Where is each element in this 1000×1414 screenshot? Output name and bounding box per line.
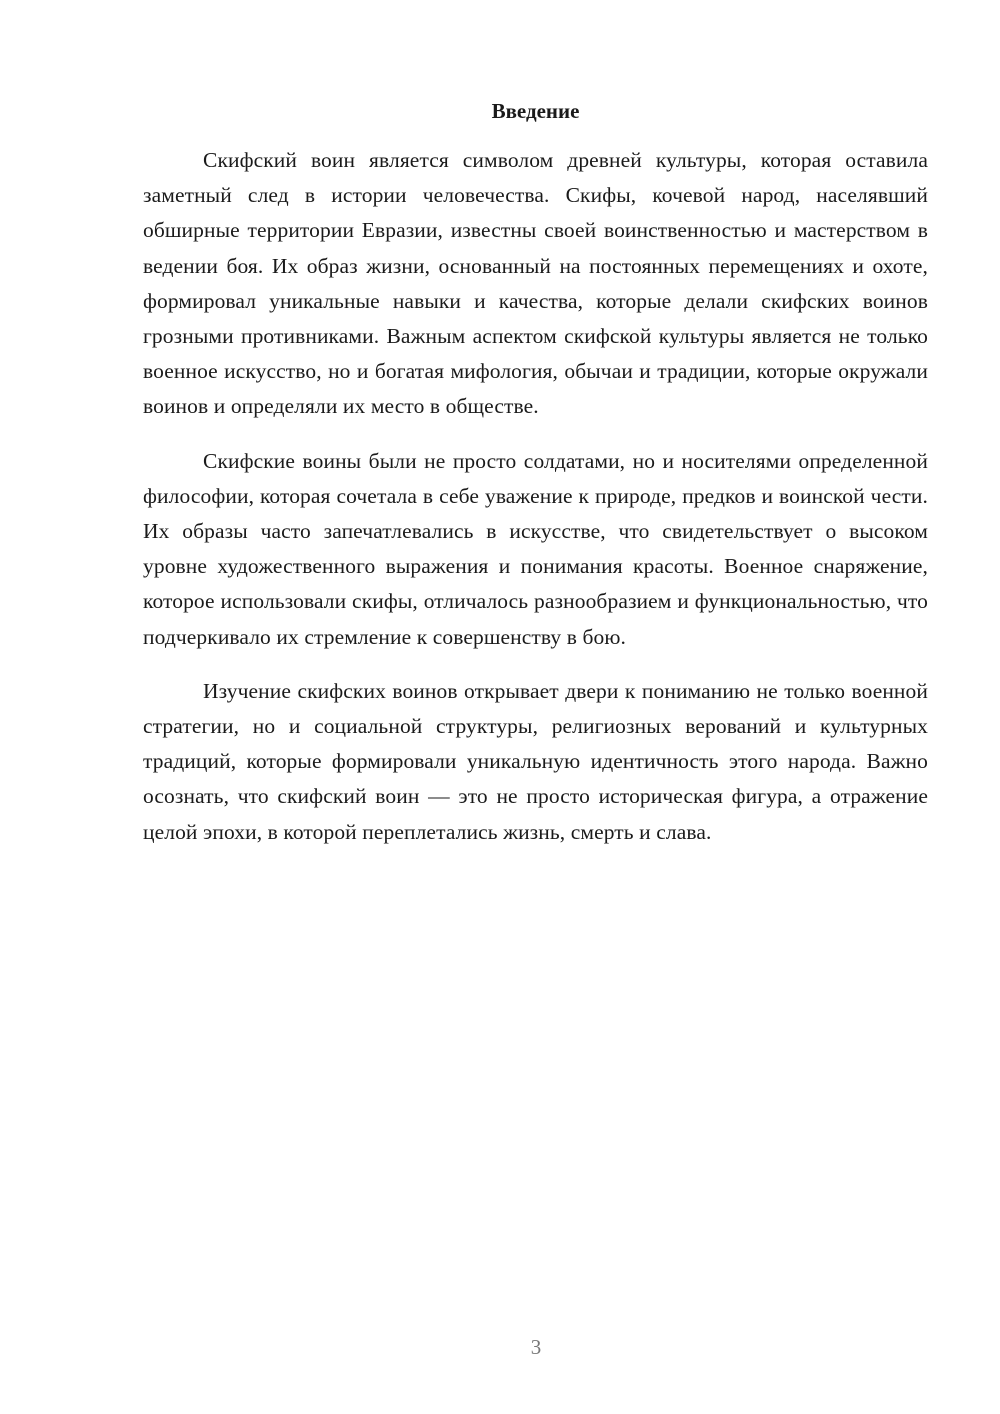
paragraph: Изучение скифских воинов открывает двери к пониманию не только военной стратегии, но и социальной структуры, религиозных верований и культурных традиций, которые формировали уникальную идентичность этого народа. Важно осознать, что скифский воин — это не просто историческая фигура, а отражение целой эпохи, в которой переплетались жизнь, смерть и слава. [143, 678, 928, 844]
page-number: 3 [530, 1335, 542, 1359]
paragraph: Скифские воины были не просто солдатами, но и носителями определенной философии, которая сочетала в себе уважение к природе, предков и воинской чести. Их образы часто запечатлевались в искусстве, что свидетельствует о высоком уровне художественного выражения и понимания красоты. Военное снаряжение, которое использовали скифы, отличалось разнообразием и функциональностью, что подчеркивало их стремление к совершенству в бою. [143, 448, 928, 649]
body-text [143, 143, 928, 869]
paragraph: Скифский воин является символом древней культуры, которая оставила заметный след в истории человечества. Скифы, кочевой народ, населявший обширные территории Евразии, известны своей воинственностью и мастерством в ведении боя. Их образ жизни, основанный на постоянных перемещениях и охоте, формировал уникальные навыки и качества, которые делали скифских воинов грозными противниками. Важным аспектом скифской культуры является не только военное искусство, но и богатая мифология, обычаи и традиции, которые окружали воинов и определяли их место в обществе. [143, 148, 928, 419]
section-heading: Введение [491, 99, 580, 123]
